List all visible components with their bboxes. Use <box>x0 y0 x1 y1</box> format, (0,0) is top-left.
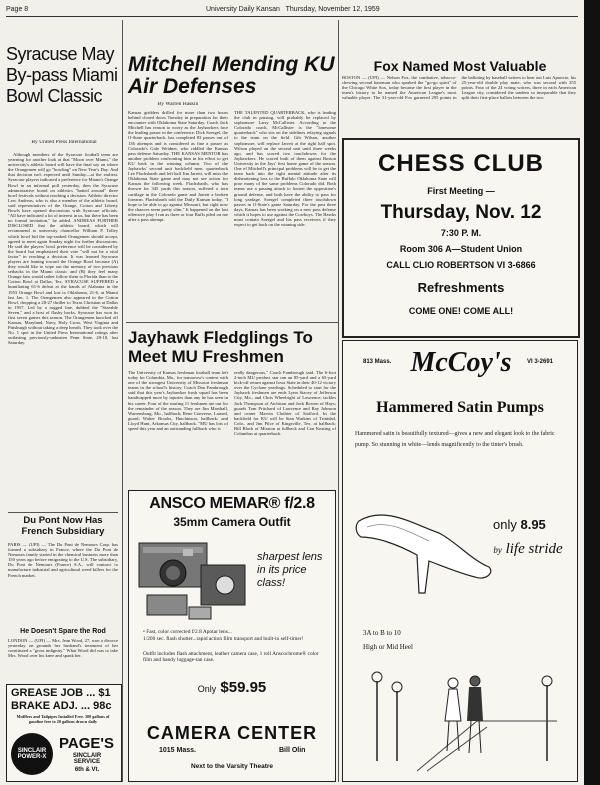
high-heel-pump-icon <box>355 481 495 601</box>
sinclair-logo-icon: SINCLAIR POWER-X <box>11 733 53 775</box>
chess-club-ad <box>342 138 580 338</box>
chess-call: CALL CLIO ROBERTSON VI 3-6866 <box>386 260 536 270</box>
rod-article: LONDON — (UPI) — Mrs. Jean Wood, 27, won a divorce yesterday on grounds her husband's treatment of her constituted a "gross indignity." What Wood did was to take Mrs. Wood over his knee and spank her. <box>8 638 118 659</box>
mitchell-article-col1: Kansas gridders drilled for more than two hours behind closed doors Tuesday in preparation for their encounter with Oklahoma State Saturday. Coach Jack Mitchell has reason to worry as the Jayhawkers face the leading passer in the conference. Dick Soergel, the O-State quarterback, has completed 83 passes out of 136 attempts and is considered as fine a passer as Colorado's Gale Weidner, who riddled the Kansas pass defense Saturday. THE KANSAS MENTOR has another problem confronting him in his effort to get KU back in the winning column. Two of the Jayhawks' second unit backfield men, quarterback Lee Flachsbarth and left half Jim Jarrett, will miss the Oklahoma State game and may not see action for Kansas the following week. Flachsbarth, who has thrown for 345 yards this season, suffered a torn cartilage in the Colorado game and Jarrett a broken forearm. Flachsbarth told the Daily Kansan today, "I hope to be able to go against Missouri, but right now the chances seem pretty slim." It happened on the last offensive play I ran as three or four Buffs piled on me after a pass attempt. <box>128 110 228 222</box>
page-number: Page 8 <box>6 6 29 13</box>
camera-feature-outfit: Outfit includes flash attachment, leather camera case, 1 roll Anscochrome® color film and handy luggage-tan case. <box>143 651 319 664</box>
chess-refreshments: Refreshments <box>417 280 505 295</box>
chess-meeting: First Meeting — <box>427 186 495 196</box>
camera-illustration-icon <box>137 535 247 621</box>
masthead <box>6 4 578 17</box>
pages-sinclair-ad <box>6 684 122 782</box>
pages-name: PAGE'S <box>59 735 114 752</box>
jayhawk-article-col1: The University of Kansas freshman football team left today for Columbia, Mo., for tomorrow's contest with one of the strongest University of Missouri freshman teams in the school's history. Coach Don Fambrough said that this year's Jayhawker frosh squad has been handicapped more by injuries than any he has seen in his career. Four of the starting 11 freshmen are out for the remainder of the season. They are Jim Marshall, Warrensburg, Mo., halfback; Rene Converse, Larned, guard; Walter Brooks, Hutchinson, halfback; and Lloyd Hunt, Arkansas City, halfback. "MU has lots of speed this year and an outstanding fullback who is <box>128 370 228 432</box>
syracuse-headline: Syracuse May By-pass Miami Bowl Classic <box>6 44 118 106</box>
pages-sub: SINCLAIR SERVICE <box>72 753 102 765</box>
camera-center-ad <box>128 490 336 782</box>
mccoys-sizes: 3A to B to 10 <box>363 629 401 637</box>
syracuse-article: Although members of the Syracuse football team are yearning for another look at that "Moon over Miami," the university's athletic board will have the final say on where the Orangemen will go "bowling" on New Year's Day. And that decision isn't expected until Sunday—at the earliest. Syracuse players indicated a preference for Miami's Orange Bowl in an informal poll yesterday, then the Syracuse administrative board on athletics "batted around" three bowl festivals without reaching a decision. Athletic director Lew Andreas, who is also a member of the athletic board, said representatives of the Orange, Cotton and Liberty Bowls have opened discussions with Syracuse officials. "All have indicated a lot of interest in us, but there has been no formal invitation," he added. ANDREAS FURTHER DISCLOSED that the athletic board, which will recommend to university chancellor William P. Tolley which bowl bid the top-ranked Orangemen should accept, agreed to meet again Sunday night for further discussions. He said the players' bowl preference will be considered by the board but emphasized their vote "will not be a vital factor" in reaching a decision. It was learned Syracuse players are leaning toward the Orange Bowl because (A) they would like to wipe out the memory of two previous setbacks in the Miami classic and (B) they feel many Orange fans would rather follow them to Florida than to the Cotton Bowl at Dallas, Tex. SYRACUSE SUFFERED a humiliating 61-6 defeat at the hands of Alabama in the 1953 Orange Bowl and lost to Oklahoma, 21-6, at Miami last Jan. 1. The Orangemen also appeared in the Cotton Bowl, dropping a 28-27 thriller to Texas Christian at Dallas in 1957. Led by a rugged line, dubbed the "Sizeable Seven," and a host of flashy backs, Syracuse has won its first seven games this season. The Orangemen knocked off Kansas, Maryland, Navy, Holy Cross, West Virginia and Pittsburgh without taking a deep breath. They took over the No. 1 spot in the United Press International ratings after outlasting previously-unbeaten Penn State, 20-18, last Saturday. <box>8 152 118 346</box>
chess-title: CHESS CLUB <box>377 150 544 177</box>
mccoys-phone: VI 3-2691 <box>527 359 554 365</box>
fox-headline: Fox Named Most Valuable <box>373 58 547 74</box>
jayhawk-headline: Jayhawk Fledglings To Meet MU Freshmen <box>128 328 313 366</box>
camera-price: Only $59.95 <box>197 679 267 696</box>
camera-subheadline: 35mm Camera Outfit <box>173 515 291 529</box>
camera-owner: Bill Olin <box>279 747 306 754</box>
mccoys-heel: High or Mid Heel <box>363 643 413 651</box>
camera-address: 1015 Mass. <box>159 747 196 754</box>
park-scene-illustration-icon <box>357 661 567 775</box>
pages-fine-print: Mufflers and Tailpipes Installed Free. 300 gallons of gasoline free to 20 gallons drawn daily <box>16 715 110 724</box>
camera-feature-lens: • Fast, color corrected f/2.8 Apotar lens... <box>143 629 232 635</box>
mitchell-article-col2: THE TALENTED QUARTERBACK, who is leading the club in passing, will probably be replaced by sophomore Larry McCallister. According to the Colorado coach, McCallister is the "lonesome quarterback" who sits on the sidelines relaying signals to the team on the field. Gib Wilson, another sophomore, will replace Jarrett at the right half spot. Wilson played on the second unit until three weeks ago, and has scored two touchdowns for the Jayhawkers. He scored both of them against Boston University in the Jays' first home game of the season. One of Mitchell's principal problems will be to get the team back into the right mental attitude after its disheartening loss to the Buffalo Oklahoma State will pose many of the same problems Colorado did. Both teams use a passing attack to loosen the opposition's ground defense, and both have the ability to pass for long yardage. Soergel completed three touchdown passes in O-State's game Saturday. For the past three days, Kansas has been working on a new pass defense which it hopes to use against the Cowboys. The Hawks must contain Soergel and his pass receivers if they expect to get back on the winning side. <box>234 110 336 228</box>
fox-article: BOSTON — (UPI) — Nelson Fox, the combative, tobacco-chewing second baseman who sparked the "go-go spirit" of the Chicago White Sox, today became the first player in the team's history to be named the American League's most valuable player. The 31-year-old Fox garnered 295 points in the balloting by baseball writers to beat out Luis Aparicio, his 25-year-old double play mate, who was second with 255 points. Four of the 24 voting writers, three in each American League city, considered the tandem so inseparable that they split their first-place ballots between the two. <box>342 75 576 101</box>
chess-room: Room 306 A—Student Union <box>399 244 523 254</box>
mccoys-logo: McCoy's <box>410 347 512 378</box>
mitchell-headline: Mitchell Mending KU Air Defenses <box>128 53 335 98</box>
mccoys-product: Hammered Satin Pumps <box>376 399 544 416</box>
syracuse-byline: By United Press International <box>31 140 97 145</box>
camera-lens-note: sharpest lens in its price class! <box>257 551 323 589</box>
rod-headline: He Doesn't Spare the Rod <box>20 628 106 635</box>
dupont-article: PARIS — (UPI) — The Du Pont de Nemours Corp. has formed a subsidiary in France, where the Du Pont de Nemours family started in the chemical business more than 150 years ago before emigrating to the U.S. The subsidiary, Du Pont de Nemours (France) S.A., will contract to manufacture industrial and agricultural weed killers for the French market. <box>8 542 118 578</box>
mitchell-byline: By Warren Haskin <box>157 102 199 107</box>
camera-headline: ANSCO MEMAR® f/2.8 <box>149 495 315 512</box>
masthead-text: University Daily Kansan Thursday, November 12, 1959 <box>206 6 380 13</box>
dupont-headline: Du Pont Now Has French Subsidiary <box>21 515 105 537</box>
scan-edge <box>584 0 600 785</box>
camera-location: Next to the Varsity Theatre <box>191 763 273 770</box>
brake-adj-price: BRAKE ADJ. ... 98c <box>11 700 112 712</box>
mccoys-brand: by life stride <box>493 541 563 557</box>
camera-feature-shutter: 1/200 sec. flash shutter...rapid action film transport and built-in self-timer! <box>143 636 304 642</box>
mccoys-ad <box>342 340 578 782</box>
grease-job-price: GREASE JOB ... $1 <box>11 687 111 699</box>
camera-store-name: CAMERA CENTER <box>146 723 318 743</box>
pages-address: 6th & Vt. <box>74 767 100 773</box>
mccoys-price: only 8.95 <box>493 517 546 532</box>
mccoys-address: 813 Mass. <box>363 359 392 365</box>
jayhawk-article-col2: really dangerous," Coach Fambrough said. The 6-foot 2-inch MU product star ran an 85-yard and a 65-yard kick-off return against Iowa State in their 40-12 victory over the Cyclone yearlings. Scheduled to start for the Jayhawk freshmen are ends Lynn Stacey of Jefferson City, Mo., and Chris Wheelright of Lawrence; tackles Jack Thompson of Atchison and Jack Bowen of Hays; guards Tom Pritchard of Lawrence and Ray Johnson and center Marvin Clothier of Stafford. In the backfield for KU will be Stan Watkins of Trinidad, Colo., and Jim Pilce of Kingsville, Tex. at halfback; Bill Black of Mission at fullback and Con Keating of Columbus at quarterback. <box>234 370 336 437</box>
chess-time: 7:30 P. M. <box>440 228 482 238</box>
mccoys-description: Hammered satin is beautifully textured—gives a new and elegant look to the fabric pump. So stunning in white—lends magnificently to the tinter's brush. <box>355 431 555 448</box>
chess-date: Thursday, Nov. 12 <box>380 202 542 223</box>
chess-come: COME ONE! COME ALL! <box>408 306 514 316</box>
